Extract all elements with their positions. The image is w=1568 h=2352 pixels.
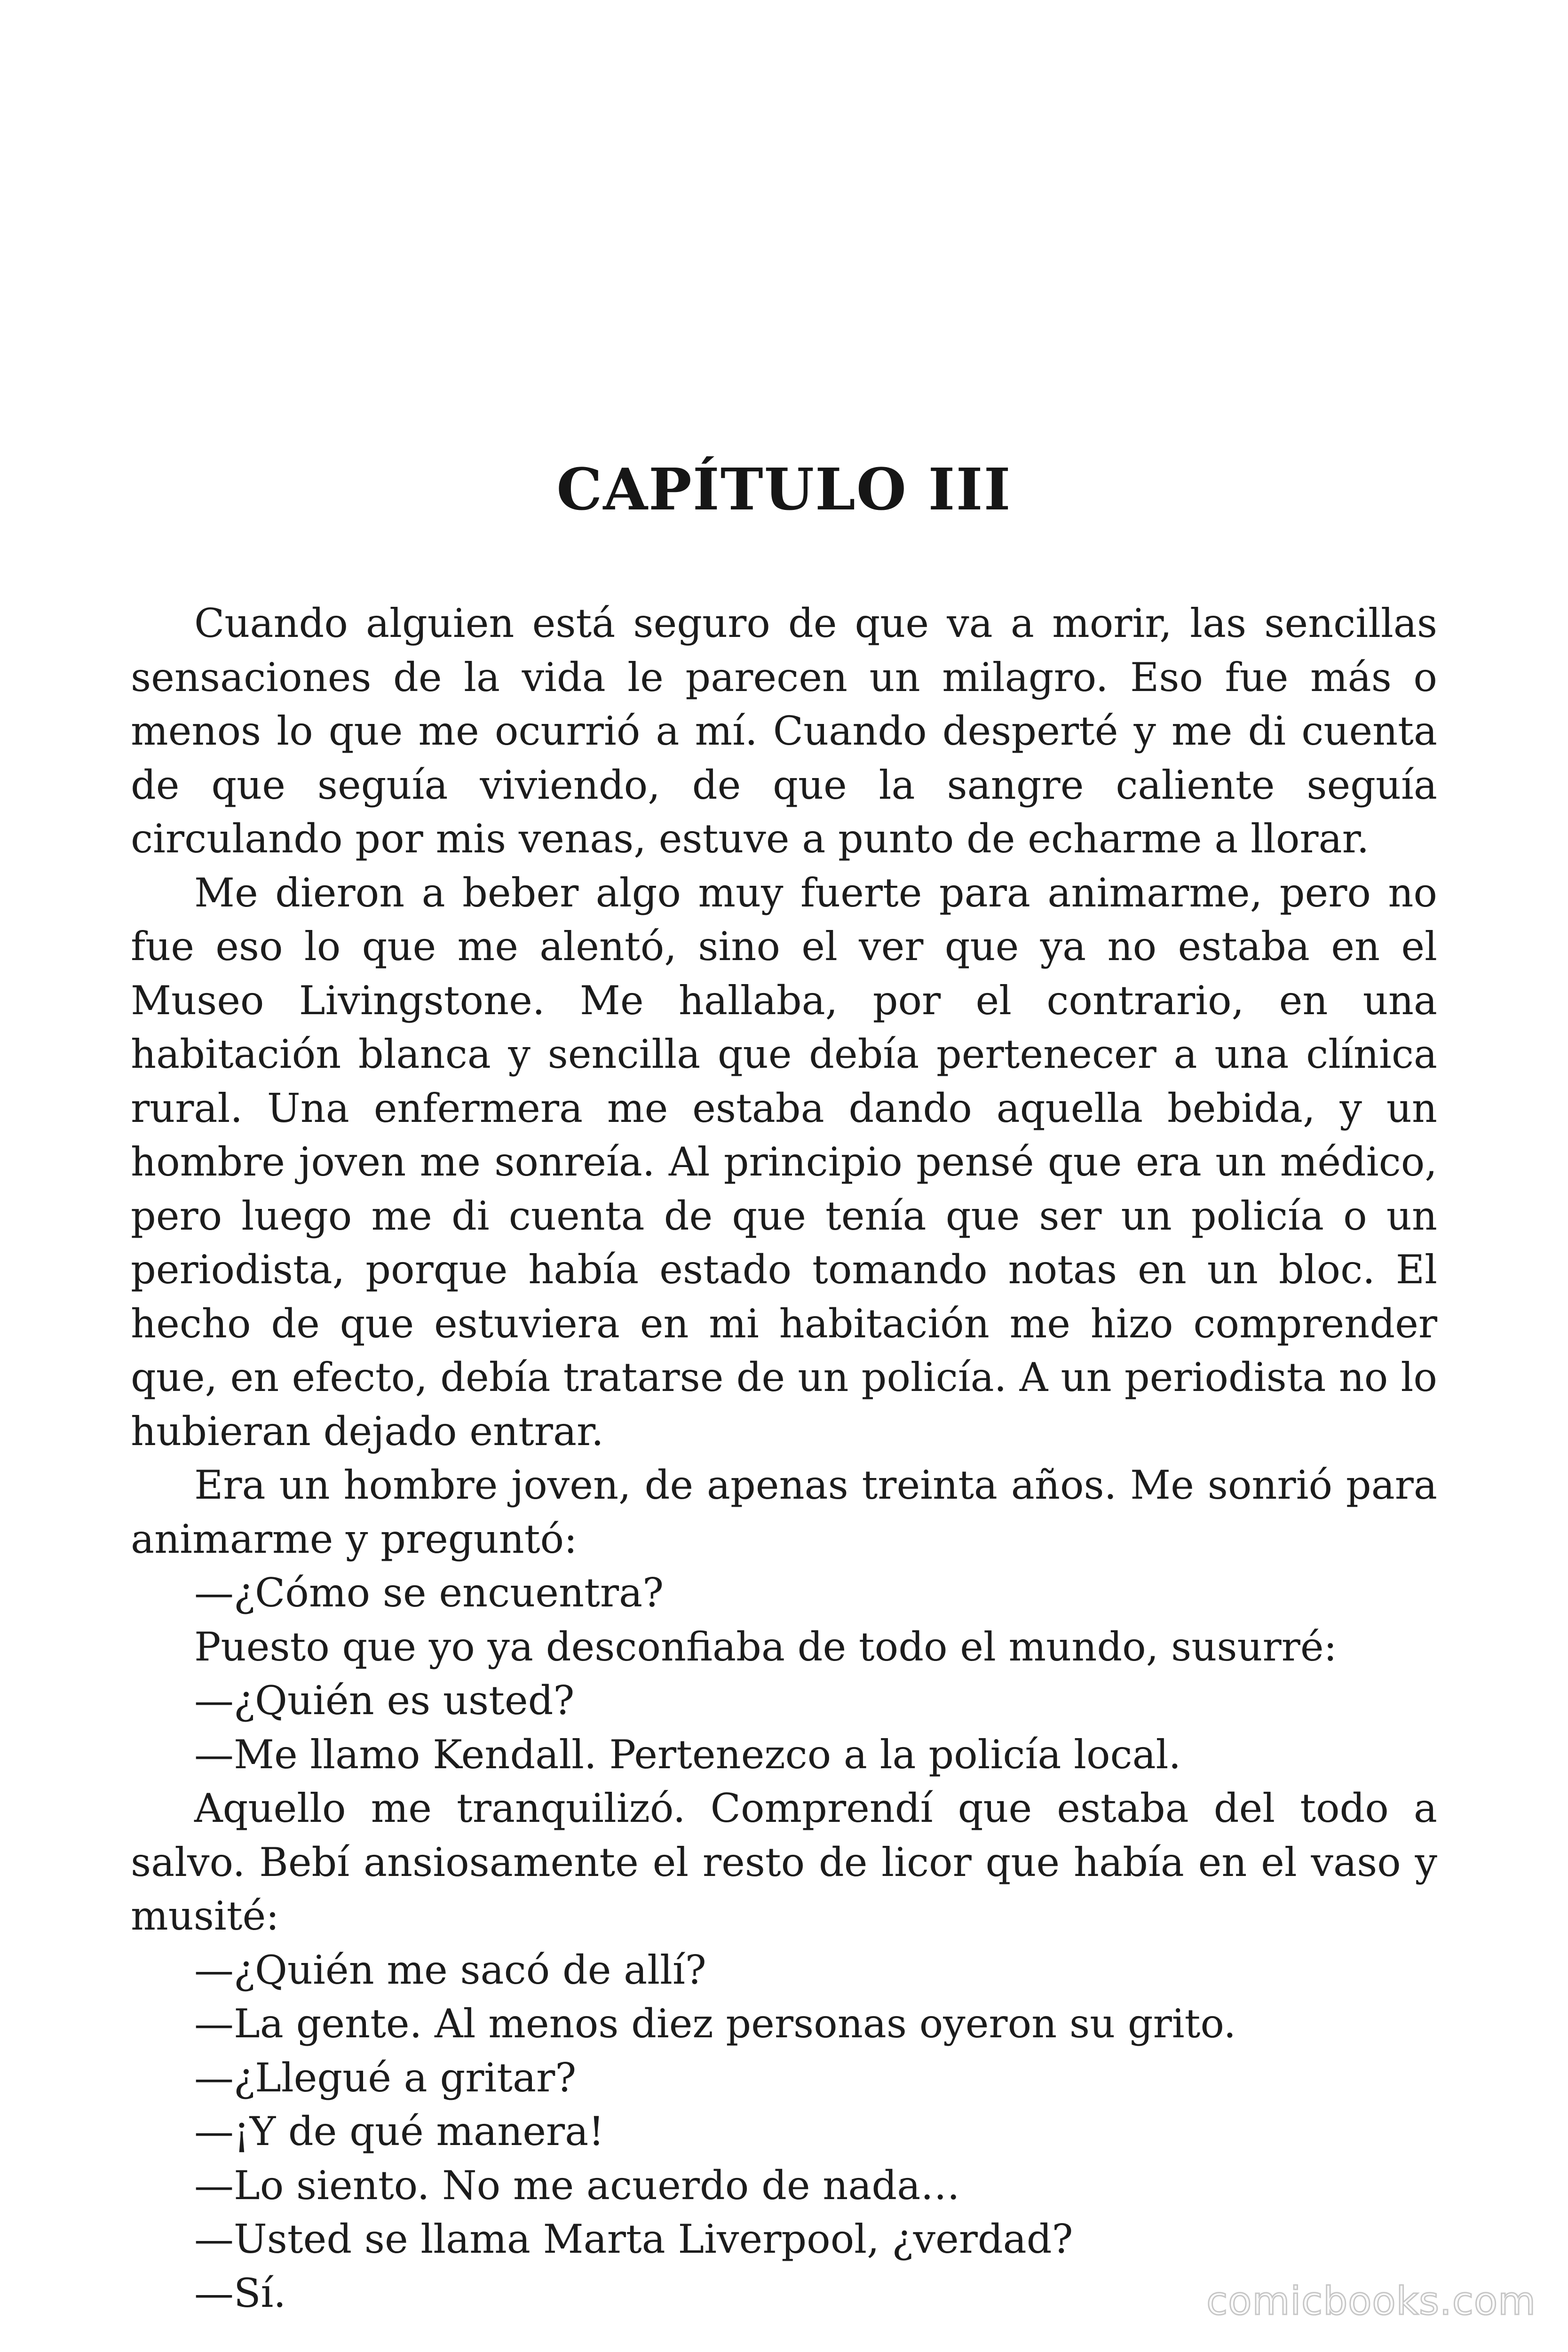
dialogue-line: —¡Y de qué manera! (194, 2108, 604, 2154)
paragraph: Era un hombre joven, de apenas treinta años. Me sonrió para animarme y preguntó: (131, 1462, 1437, 1562)
paragraph: Puesto que yo ya desconfiaba de todo el mundo, susurré: (194, 1623, 1337, 1670)
dialogue-line: —La gente. Al menos diez personas oyeron su grito. (194, 2001, 1236, 2047)
dialogue-line: —¿Quién me sacó de allí? (194, 1947, 706, 1993)
dialogue-line: —Me llamo Kendall. Pertenezco a la policía local. (194, 1731, 1181, 1778)
dialogue-line: —¿Cómo se encuentra? (194, 1570, 664, 1616)
dialogue-line: —¿Quién es usted? (194, 1677, 575, 1724)
chapter-title: CAPÍTULO III (556, 455, 1012, 523)
paragraph: Aquello me tranquilizó. Comprendí que estaba del todo a salvo. Bebí ansiosamente el resto de licor que había en el vaso y musité: (131, 1785, 1437, 1939)
paragraph: Me dieron a beber algo muy fuerte para animarme, pero no fue eso lo que me alentó, sino el ver que ya no estaba en el Museo Livingstone. Me hallaba, por el contrario, en una habitación blanca y sencilla que debía pertenecer a una clínica rural. Una enfermera me estaba dando aquella bebida, y un hombre joven me sonreía. Al principio pensé que era un médico, pero luego me di cuenta de que tenía que ser un policía o un periodista, porque había estado tomando notas en un bloc. El hecho de que estuviera en mi habitación me hizo comprender que, en efecto, debía tratarse de un policía. A un periodista no lo hubieran dejado entrar. (131, 869, 1437, 1454)
dialogue-line: —¿Llegué a gritar? (194, 2054, 577, 2101)
chapter-body (131, 596, 1437, 2320)
paragraph: Cuando alguien está seguro de que va a morir, las sencillas sensaciones de la vida le parecen un milagro. Eso fue más o menos lo que me ocurrió a mí. Cuando desperté y me di cuenta de que seguía viviendo, de que la sangre caliente seguía circulando por mis venas, estuve a punto de echarme a llorar. (131, 600, 1437, 862)
dialogue-line: —Lo siento. No me acuerdo de nada… (194, 2162, 960, 2209)
dialogue-line: —Sí. (194, 2270, 286, 2316)
watermark: comicbooks.com (1206, 2279, 1536, 2324)
dialogue-line: —Usted se llama Marta Liverpool, ¿verdad? (194, 2216, 1073, 2262)
